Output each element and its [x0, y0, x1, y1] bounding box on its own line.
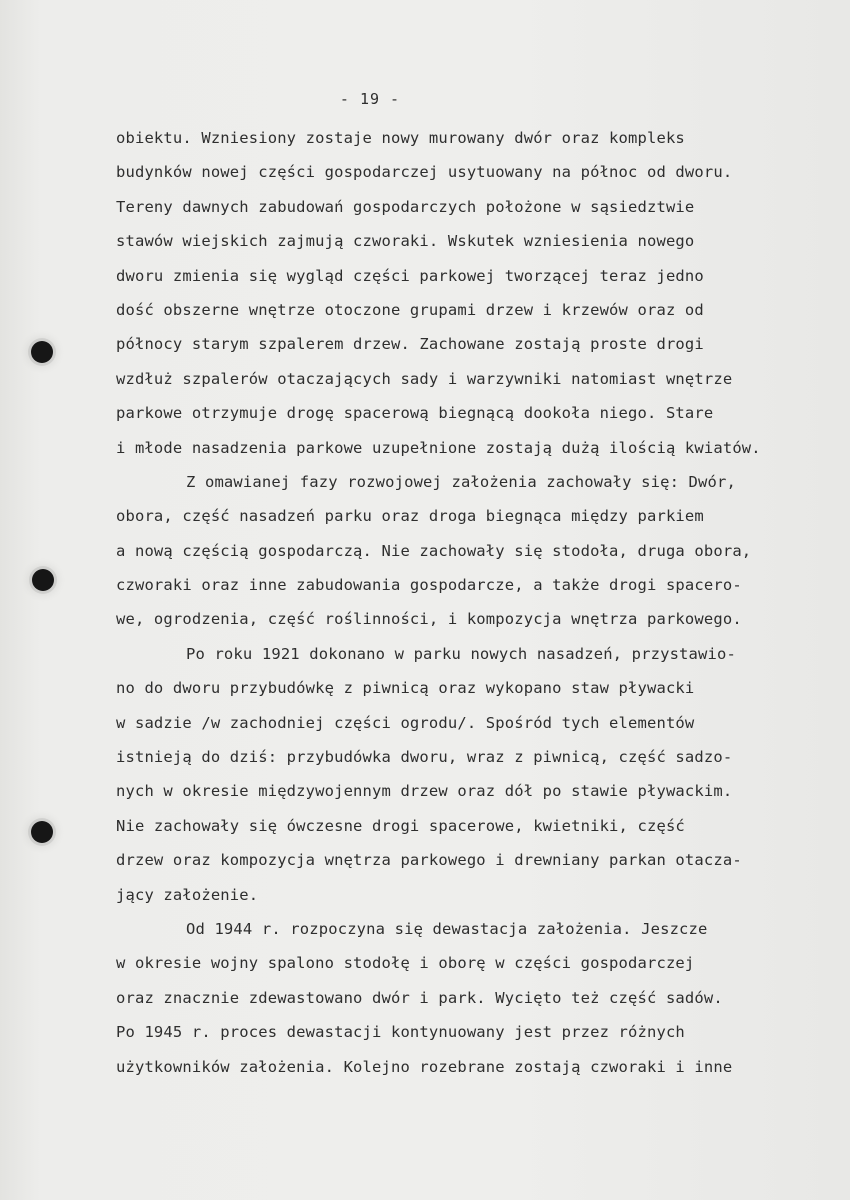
text-line: parkowe otrzymuje drogę spacerową biegnącą dookoła niego. Stare: [116, 404, 714, 423]
text-line: wzdłuż szpalerów otaczających sady i warzywniki natomiast wnętrze: [116, 369, 733, 388]
text-line: oraz znacznie zdewastowano dwór i park. Wycięto też część sadów.: [116, 988, 723, 1007]
text-line: istnieją do dziś: przybudówka dworu, wraz z piwnicą, część sadzo-: [116, 748, 733, 767]
text-line: Tereny dawnych zabudowań gospodarczych położone w sąsiedztwie: [116, 197, 695, 216]
text-line: Nie zachowały się ówczesne drogi spacerowe, kwietniki, część: [116, 816, 685, 835]
text-line: obiektu. Wzniesiony zostaje nowy murowany dwór oraz kompleks: [116, 129, 685, 147]
text-line: Po 1945 r. proces dewastacji kontynuowany jest przez różnych: [116, 1023, 685, 1042]
text-line: we, ogrodzenia, część roślinności, i kompozycja wnętrza parkowego.: [116, 610, 742, 629]
typed-text-block: [116, 121, 846, 1084]
text-line: obora, część nasadzeń parku oraz droga biegnąca między parkiem: [116, 507, 704, 526]
text-line: Od 1944 r. rozpoczyna się dewastacja założenia. Jeszcze: [186, 919, 708, 938]
text-line: i młode nasadzenia parkowe uzupełnione zostają dużą ilością kwiatów.: [116, 438, 761, 457]
text-line: dość obszerne wnętrze otoczone grupami drzew i krzewów oraz od: [116, 300, 704, 319]
text-line: Z omawianej fazy rozwojowej założenia zachowały się: Dwór,: [186, 472, 736, 491]
page-number: - 19 -: [339, 90, 401, 108]
punch-hole: [31, 821, 53, 843]
text-line: czworaki oraz inne zabudowania gospodarcze, a także drogi spacero-: [116, 576, 742, 595]
text-line: dworu zmienia się wygląd części parkowej tworzącej teraz jedno: [116, 266, 704, 285]
text-line: no do dworu przybudówkę z piwnicą oraz wykopano staw pływacki: [116, 679, 695, 698]
text-line: w okresie wojny spalono stodołę i oborę w części gospodarczej: [116, 954, 695, 973]
text-line: nych w okresie międzywojennym drzew oraz dół po stawie pływackim.: [116, 782, 733, 801]
punch-hole: [32, 569, 54, 591]
text-line: drzew oraz kompozycja wnętrza parkowego i drewniany parkan otacza-: [116, 851, 742, 870]
text-line: Po roku 1921 dokonano w parku nowych nasadzeń, przystawio-: [186, 644, 736, 663]
text-line: w sadzie /w zachodniej części ogrodu/. Spośród tych elementów: [116, 713, 695, 732]
text-line: a nową częścią gospodarczą. Nie zachowały się stodoła, druga obora,: [116, 541, 752, 560]
text-line: jący założenie.: [116, 885, 259, 904]
text-line: północy starym szpalerem drzew. Zachowane zostają proste drogi: [116, 335, 704, 354]
text-line: budynków nowej części gospodarczej usytuowany na północ od dworu.: [116, 163, 733, 182]
text-line: stawów wiejskich zajmują czworaki. Wskutek wzniesienia nowego: [116, 232, 695, 251]
text-line: użytkowników założenia. Kolejno rozebrane zostają czworaki i inne: [116, 1057, 733, 1076]
punch-hole: [31, 341, 53, 363]
